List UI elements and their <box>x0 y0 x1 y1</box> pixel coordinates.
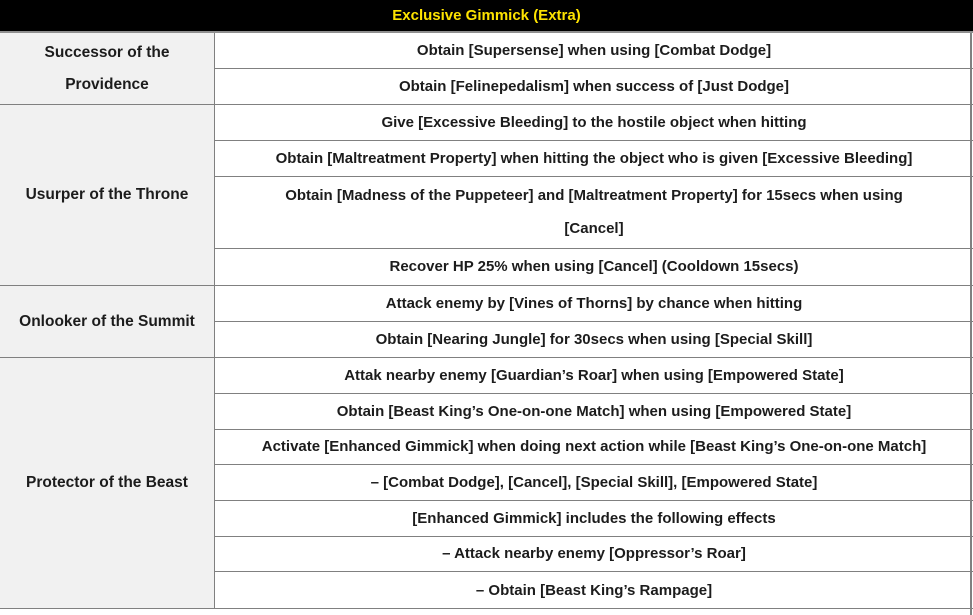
group-label: Onlooker of the Summit <box>19 312 195 330</box>
gimmick-group <box>0 33 973 105</box>
gimmick-group <box>0 286 973 358</box>
effect-row <box>215 430 973 466</box>
effect-row <box>215 286 973 322</box>
effect-row <box>215 465 973 501</box>
effect-rows <box>215 105 973 284</box>
effect-text: Recover HP 25% when using [Cancel] (Cooldown 15secs) <box>389 258 799 276</box>
table-header <box>0 0 973 33</box>
effect-text: Obtain [Nearing Jungle] for 30secs when using [Special Skill] <box>375 330 813 348</box>
group-label-cell <box>0 358 215 608</box>
effect-text: Attak nearby enemy [Guardian’s Roar] when using [Empowered State] <box>344 367 844 385</box>
effect-row <box>215 394 973 430</box>
effect-row <box>215 537 973 573</box>
group-label: Successor of the Providence <box>44 43 170 93</box>
effect-rows <box>215 33 973 104</box>
effect-rows <box>215 358 973 608</box>
effect-row <box>215 501 973 537</box>
effect-row <box>215 105 973 141</box>
group-label-cell <box>0 105 215 284</box>
effect-row <box>215 249 973 285</box>
effect-text: Obtain [Maltreatment Property] when hitting the object who is given [Excessive Bleeding] <box>275 149 913 167</box>
effect-row <box>215 322 973 358</box>
effect-text: Activate [Enhanced Gimmick] when doing next action while [Beast King’s One-on-one Match] <box>261 438 927 456</box>
gimmick-group <box>0 358 973 609</box>
effect-row <box>215 572 973 608</box>
effect-text: Obtain [Madness of the Puppeteer] and [Maltreatment Property] for 15secs when using <box>285 187 903 205</box>
effect-text: Obtain [Felinepedalism] when success of [Just Dodge] <box>398 78 790 96</box>
effect-row <box>215 358 973 394</box>
gimmick-group <box>0 105 973 285</box>
effect-text: Obtain [Beast King’s One-on-one Match] when using [Empowered State] <box>336 402 852 420</box>
table-title: Exclusive Gimmick (Extra) <box>392 7 581 24</box>
effect-text: Give [Excessive Bleeding] to the hostile object when hitting <box>381 114 807 132</box>
effect-text: Attack enemy by [Vines of Thorns] by chance when hitting <box>385 294 803 312</box>
effect-row <box>215 177 973 249</box>
effect-row <box>215 141 973 177</box>
effect-row <box>215 69 973 105</box>
group-label-cell <box>0 33 215 104</box>
effect-text: Obtain [Supersense] when using [Combat Dodge] <box>416 41 772 59</box>
effect-text: – Attack nearby enemy [Oppressor’s Roar] <box>442 545 746 563</box>
effect-row <box>215 33 973 69</box>
effect-rows <box>215 286 973 357</box>
effect-text: [Enhanced Gimmick] includes the following effects <box>412 509 776 527</box>
group-label-cell <box>0 286 215 357</box>
group-label: Protector of the Beast <box>26 474 188 492</box>
table-right-border <box>970 33 972 615</box>
group-label: Usurper of the Throne <box>25 186 189 204</box>
effect-text: – Obtain [Beast King’s Rampage] <box>475 581 713 599</box>
table-body <box>0 33 973 609</box>
effect-text: – [Combat Dodge], [Cancel], [Special Skill], [Empowered State] <box>370 474 818 492</box>
effect-text: [Cancel] <box>564 220 624 238</box>
